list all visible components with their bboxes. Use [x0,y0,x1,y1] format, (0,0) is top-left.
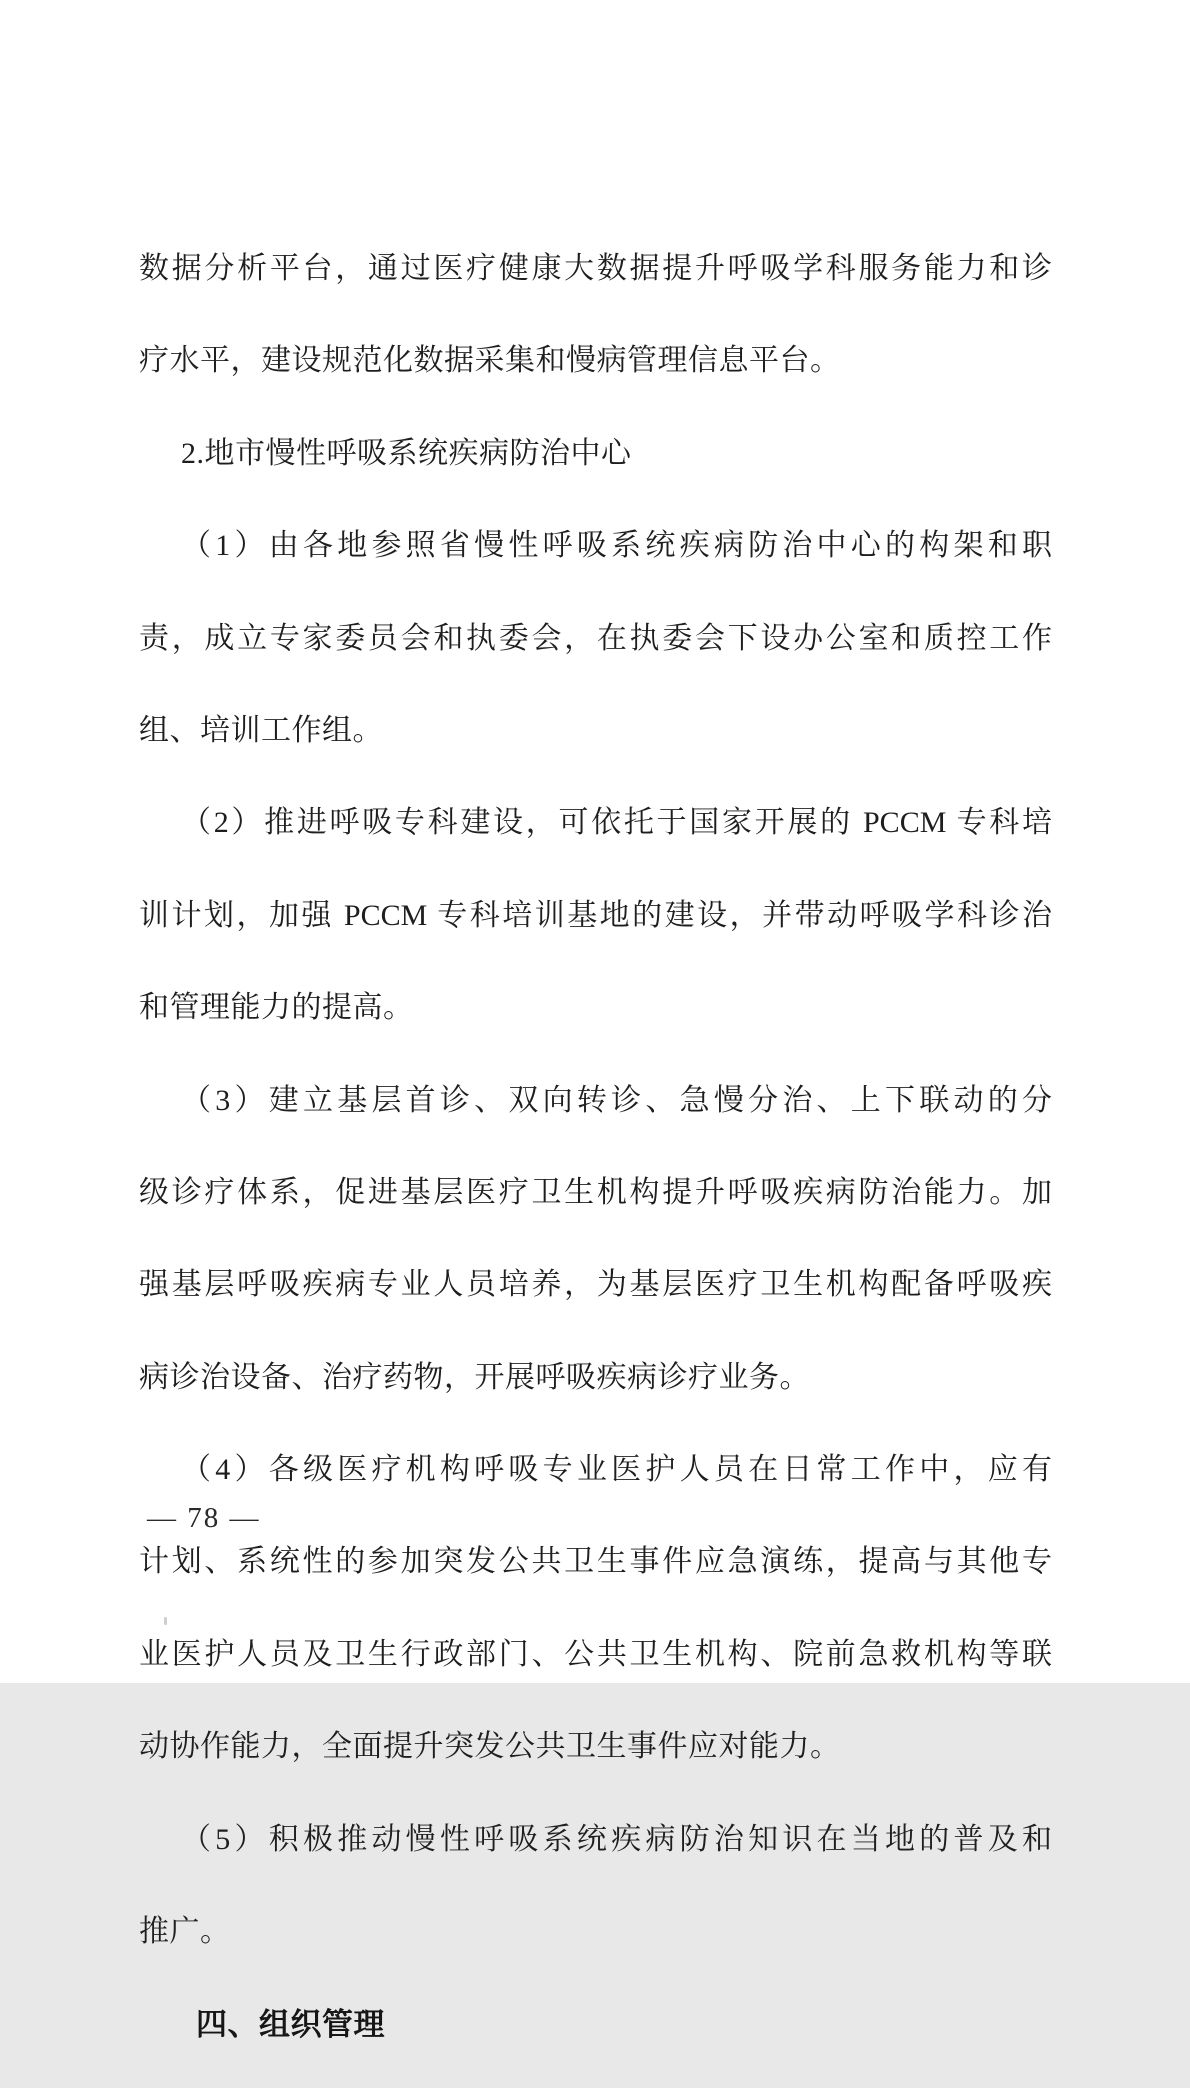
page-number: — 78 — [147,1502,261,1534]
text-line: 训计划，加强 PCCM 专科培训基地的建设，并带动呼吸学科诊治 [139,898,1052,932]
page-footer [147,1487,261,1549]
text-line: 和管理能力的提高。 [139,991,414,1025]
text-line: （1）由各地参照省慢性呼吸系统疾病防治中心的构架和职 [181,529,1052,563]
text-line: 动协作能力，全面提升突发公共卫生事件应对能力。 [139,1730,841,1764]
text-line: 推广。 [139,1915,231,1949]
document-body [139,208,1052,2088]
text-line: 级诊疗体系，促进基层医疗卫生机构提升呼吸疾病防治能力。加 [139,1175,1052,1209]
text-line: （4）各级医疗机构呼吸专业医护人员在日常工作中，应有 [181,1453,1052,1487]
text-line: （5）积极推动慢性呼吸系统疾病防治知识在当地的普及和 [181,1822,1052,1856]
text-line: （2）推进呼吸专科建设，可依托于国家开展的 PCCM 专科培 [181,806,1052,840]
text-line: 数据分析平台，通过医疗健康大数据提升呼吸学科服务能力和诊 [139,252,1052,285]
text-line: 计划、系统性的参加突发公共卫生事件应急演练，提高与其他专 [139,1545,1052,1579]
text-line: 业医护人员及卫生行政部门、公共卫生机构、院前急救机构等联 [139,1637,1052,1671]
section-heading: 四、组织管理 [196,2007,385,2043]
text-line: 疗水平，建设规范化数据采集和慢病管理信息平台。 [139,344,841,378]
numbered-item-heading: 2.地市慢性呼吸系统疾病防治中心 [181,436,632,470]
text-line: 强基层呼吸疾病专业人员培养，为基层医疗卫生机构配备呼吸疾 [139,1268,1052,1302]
scan-artifact-dot [164,1617,167,1625]
text-line: 责，成立专家委员会和执委会，在执委会下设办公室和质控工作 [139,621,1052,655]
text-line: （3）建立基层首诊、双向转诊、急慢分治、上下联动的分 [181,1083,1052,1117]
text-line: 组、培训工作组。 [139,713,383,747]
text-line: 病诊治设备、治疗药物，开展呼吸疾病诊疗业务。 [139,1360,810,1394]
